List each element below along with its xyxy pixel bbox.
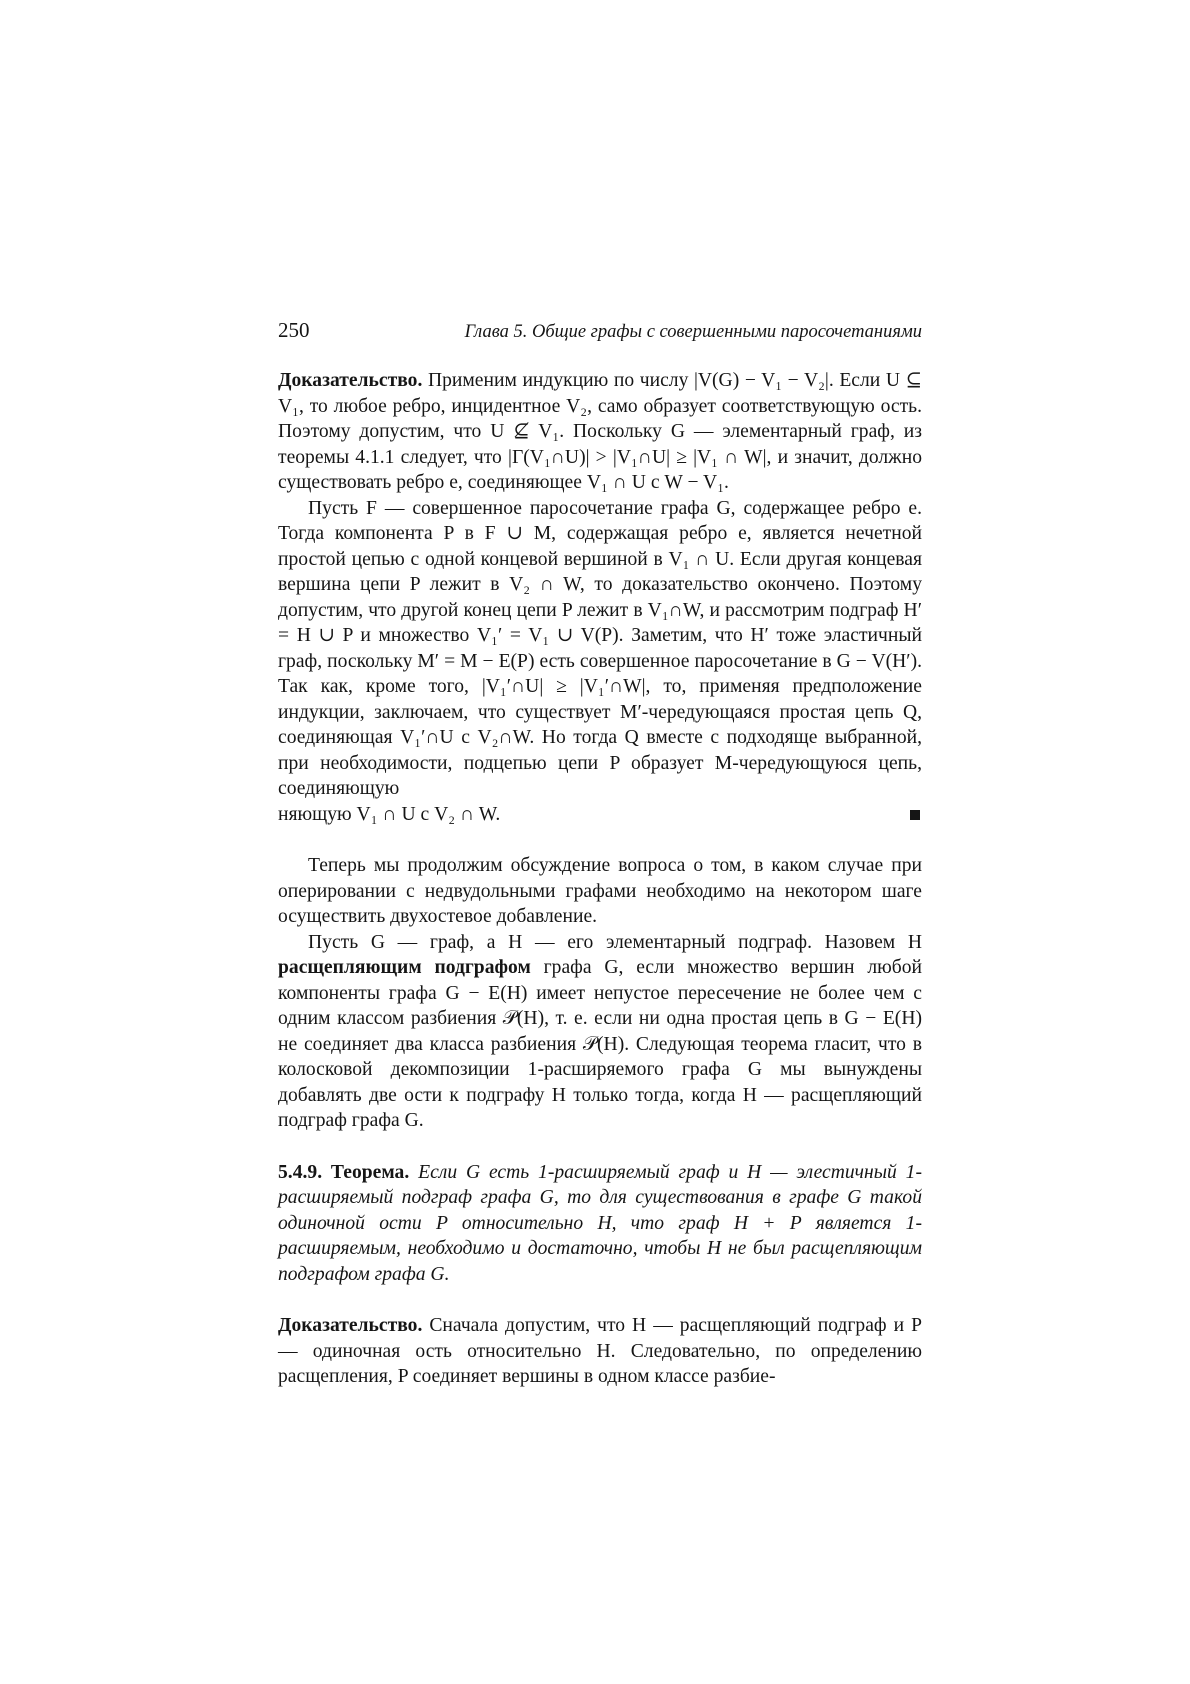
proof-end-line <box>278 802 922 828</box>
spacer <box>278 1287 922 1313</box>
definition-text-before: Пусть G — граф, а H — его элементарный подграф. Назовем H <box>308 931 922 953</box>
proof-paragraph-1 <box>278 368 922 496</box>
page-number: 250 <box>278 318 310 342</box>
theorem-5-4-9 <box>278 1160 922 1288</box>
paragraph-definition <box>278 930 922 1134</box>
spacer <box>278 827 922 853</box>
proof-label: Доказательство. <box>278 370 423 391</box>
chapter-title: Глава 5. Общие графы с совершенными паросочетаниями <box>464 322 922 342</box>
defined-term: расщепляющим подграфом <box>278 957 531 978</box>
proof-text: Сначала допустим, что H — расщепляющий подграф и P — одиночная ость относительно H. Следовательно, по определению расщепления, P соединяет вершины в одном классе разбие- <box>278 1315 922 1387</box>
proof-paragraph-2 <box>278 496 922 802</box>
proof-text: Пусть F — совершенное паросочетание графа G, содержащее ребро e. Тогда компонента P в F ∪ M, содержащая ребро e, является нечетной простой цепью с одной концевой вершиной в V₁ ∩ U. Если другая концевая вершина цепи P лежит в V₂ ∩ W, то доказательство окончено. Поэтому допустим, что другой конец цепи P лежит в V₁∩W, и рассмотрим подграф H′ = H ∪ P и множество V₁′ = V₁ ∪ V(P). Заметим, что H′ тоже эластичный граф, поскольку M′ = M − E(P) есть совершенное паросочетание в G − V(H′). Так как, кроме того, |V₁′∩U| ≥ |V₁′∩W|, то, применяя предположение индукции, заключаем, что существует M′-чередующаяся простая цепь Q, соединяющая V₁′∩U с V₂∩W. Но тогда Q вместе с подходяще выбранной, при необходимости, подцепью цепи P образует M-чередующуюся цепь, соединяющую <box>278 497 922 799</box>
proof-text: Применим индукцию по числу |V(G) − V₁ − V₂|. Если U ⊆ V₁, то любое ребро, инцидентное V₂, само образует соответствующую ость. Поэтому допустим, что U ⊈ V₁. Поскольку G — элементарный граф, из теоремы 4.1.1 следует, что |Γ(V₁∩U)| > |V₁∩U| ≥ |V₁ ∩ W|, и значит, должно существовать ребро e, соединяющее V₁ ∩ U с W − V₁. <box>278 370 922 493</box>
book-page <box>278 318 922 1390</box>
proof-last-line: няющую V₁ ∩ U с V₂ ∩ W. <box>278 803 501 825</box>
theorem-text: Если G есть 1-расширяемый граф и H — элестичный 1-расширяемый подграф графа G, то для существования в графе G такой одиночной ости P относительно H, что граф H + P является 1-расширяемым, необходимо и достаточно, чтобы H не был расщепляющим подграфом графа G. <box>278 1161 922 1285</box>
spacer <box>278 1134 922 1160</box>
theorem-label: 5.4.9. Теорема. <box>278 1161 410 1183</box>
proof-label: Доказательство. <box>278 1315 423 1336</box>
qed-square-icon <box>910 810 920 820</box>
running-header <box>278 318 922 348</box>
proof-paragraph-3 <box>278 1313 922 1390</box>
paragraph-text: Теперь мы продолжим обсуждение вопроса о том, в каком случае при оперировании с недвудольными графами необходимо на некотором шаге осуществить двухостевое добавление. <box>278 855 922 927</box>
paragraph-continue <box>278 853 922 930</box>
definition-text-after: графа G, если множество вершин любой компоненты графа G − E(H) имеет непустое пересечение не более чем с одним классом разбиения 𝒫(H), т. е. если ни одна простая цепь в G − E(H) не соединяет два класса разбиения 𝒫(H). Следующая теорема гласит, что в колосковой декомпозиции 1-расширяемого графа G мы вынуждены добавлять две ости к подграфу H только тогда, когда H — расщепляющий подграф графа G. <box>278 957 922 1131</box>
